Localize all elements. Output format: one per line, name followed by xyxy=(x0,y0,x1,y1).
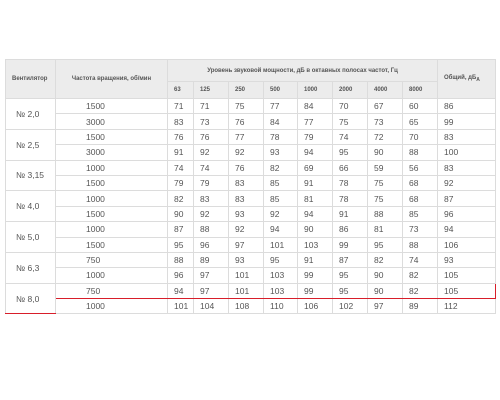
speed-cell: 1500 xyxy=(56,206,168,221)
band-value-cell: 87 xyxy=(333,252,368,267)
band-value-cell: 101 xyxy=(264,237,298,252)
band-value-cell: 101 xyxy=(229,283,264,298)
band-value-cell: 89 xyxy=(194,252,229,267)
band-value-cell: 83 xyxy=(194,191,229,206)
band-value-cell: 82 xyxy=(403,283,438,298)
band-value-cell: 71 xyxy=(194,99,229,114)
total-value-cell: 100 xyxy=(438,145,496,160)
table-row xyxy=(6,299,496,314)
header-band-250: 250 xyxy=(229,82,264,99)
header-total-sub: A xyxy=(476,77,480,84)
table-row xyxy=(6,99,496,114)
fan-size-cell: № 8,0 xyxy=(6,283,56,314)
speed-cell: 3000 xyxy=(56,145,168,160)
band-value-cell: 74 xyxy=(403,252,438,267)
band-value-cell: 75 xyxy=(368,175,403,190)
band-value-cell: 65 xyxy=(403,114,438,129)
band-value-cell: 71 xyxy=(168,99,194,114)
band-value-cell: 67 xyxy=(368,99,403,114)
total-value-cell: 105 xyxy=(438,283,496,298)
speed-cell: 1000 xyxy=(56,222,168,237)
band-value-cell: 60 xyxy=(403,99,438,114)
band-value-cell: 76 xyxy=(229,160,264,175)
header-band-2000: 2000 xyxy=(333,82,368,99)
band-value-cell: 83 xyxy=(168,114,194,129)
header-band-1000: 1000 xyxy=(298,82,333,99)
band-value-cell: 82 xyxy=(168,191,194,206)
band-value-cell: 82 xyxy=(264,160,298,175)
band-value-cell: 88 xyxy=(403,237,438,252)
table-row xyxy=(6,237,496,252)
header-band-125: 125 xyxy=(194,82,229,99)
fan-size-cell: № 5,0 xyxy=(6,222,56,253)
band-value-cell: 88 xyxy=(403,145,438,160)
band-value-cell: 103 xyxy=(298,237,333,252)
band-value-cell: 77 xyxy=(264,99,298,114)
band-value-cell: 84 xyxy=(264,114,298,129)
band-value-cell: 83 xyxy=(229,175,264,190)
total-value-cell: 99 xyxy=(438,114,496,129)
band-value-cell: 92 xyxy=(194,206,229,221)
band-value-cell: 74 xyxy=(168,160,194,175)
speed-cell: 1000 xyxy=(56,160,168,175)
band-value-cell: 97 xyxy=(368,299,403,314)
band-value-cell: 101 xyxy=(229,268,264,283)
band-value-cell: 84 xyxy=(298,99,333,114)
band-value-cell: 95 xyxy=(264,252,298,267)
band-value-cell: 101 xyxy=(168,299,194,314)
band-value-cell: 104 xyxy=(194,299,229,314)
header-band-8000: 8000 xyxy=(403,82,438,99)
band-value-cell: 85 xyxy=(264,175,298,190)
band-value-cell: 94 xyxy=(298,206,333,221)
speed-cell: 750 xyxy=(56,283,168,298)
band-value-cell: 94 xyxy=(264,222,298,237)
header-band-63: 63 xyxy=(168,82,194,99)
band-value-cell: 99 xyxy=(298,268,333,283)
speed-cell: 750 xyxy=(56,252,168,267)
header-band-4000: 4000 xyxy=(368,82,403,99)
band-value-cell: 86 xyxy=(333,222,368,237)
band-value-cell: 90 xyxy=(368,145,403,160)
band-value-cell: 73 xyxy=(403,222,438,237)
band-value-cell: 89 xyxy=(403,299,438,314)
band-value-cell: 103 xyxy=(264,283,298,298)
band-value-cell: 99 xyxy=(298,283,333,298)
band-value-cell: 95 xyxy=(168,237,194,252)
table-row xyxy=(6,114,496,129)
band-value-cell: 96 xyxy=(168,268,194,283)
band-value-cell: 69 xyxy=(298,160,333,175)
band-value-cell: 85 xyxy=(403,206,438,221)
band-value-cell: 76 xyxy=(168,129,194,144)
band-value-cell: 81 xyxy=(298,191,333,206)
band-value-cell: 79 xyxy=(168,175,194,190)
table-row xyxy=(6,175,496,190)
total-value-cell: 94 xyxy=(438,222,496,237)
fan-size-cell: № 4,0 xyxy=(6,191,56,222)
band-value-cell: 73 xyxy=(368,114,403,129)
band-value-cell: 74 xyxy=(194,160,229,175)
table-row xyxy=(6,129,496,144)
band-value-cell: 92 xyxy=(229,145,264,160)
fan-size-cell: № 2,0 xyxy=(6,99,56,130)
band-value-cell: 76 xyxy=(229,114,264,129)
band-value-cell: 79 xyxy=(194,175,229,190)
band-value-cell: 95 xyxy=(333,145,368,160)
band-value-cell: 75 xyxy=(333,114,368,129)
total-value-cell: 92 xyxy=(438,175,496,190)
speed-cell: 1500 xyxy=(56,99,168,114)
header-fan: Вентилятор xyxy=(6,60,56,99)
band-value-cell: 99 xyxy=(333,237,368,252)
band-value-cell: 77 xyxy=(298,114,333,129)
band-value-cell: 75 xyxy=(368,191,403,206)
total-value-cell: 83 xyxy=(438,129,496,144)
band-value-cell: 73 xyxy=(194,114,229,129)
table-row xyxy=(6,160,496,175)
total-value-cell: 93 xyxy=(438,252,496,267)
band-value-cell: 66 xyxy=(333,160,368,175)
speed-cell: 1500 xyxy=(56,175,168,190)
header-sound-power: Уровень звуковой мощности, дБ в октавных полосах частот, Гц xyxy=(168,60,438,82)
header-total xyxy=(438,60,496,99)
band-value-cell: 70 xyxy=(333,99,368,114)
band-value-cell: 92 xyxy=(194,145,229,160)
band-value-cell: 70 xyxy=(403,129,438,144)
speed-cell: 3000 xyxy=(56,114,168,129)
table-row xyxy=(6,222,496,237)
band-value-cell: 90 xyxy=(168,206,194,221)
header-speed: Частота вращения, об/мин xyxy=(56,60,168,99)
table-row xyxy=(6,145,496,160)
band-value-cell: 95 xyxy=(368,237,403,252)
band-value-cell: 92 xyxy=(264,206,298,221)
table-row xyxy=(6,206,496,221)
fan-size-cell: № 3,15 xyxy=(6,160,56,191)
band-value-cell: 56 xyxy=(403,160,438,175)
band-value-cell: 91 xyxy=(333,206,368,221)
band-value-cell: 95 xyxy=(333,268,368,283)
band-value-cell: 88 xyxy=(368,206,403,221)
total-value-cell: 96 xyxy=(438,206,496,221)
band-value-cell: 88 xyxy=(168,252,194,267)
band-value-cell: 82 xyxy=(403,268,438,283)
band-value-cell: 78 xyxy=(264,129,298,144)
band-value-cell: 91 xyxy=(298,252,333,267)
fan-size-cell: № 2,5 xyxy=(6,129,56,160)
band-value-cell: 90 xyxy=(298,222,333,237)
band-value-cell: 68 xyxy=(403,175,438,190)
fan-size-cell: № 6,3 xyxy=(6,252,56,283)
band-value-cell: 76 xyxy=(194,129,229,144)
band-value-cell: 75 xyxy=(229,99,264,114)
band-value-cell: 74 xyxy=(333,129,368,144)
band-value-cell: 83 xyxy=(229,191,264,206)
speed-cell: 1000 xyxy=(56,299,168,314)
band-value-cell: 72 xyxy=(368,129,403,144)
band-value-cell: 94 xyxy=(168,283,194,298)
speed-cell: 1500 xyxy=(56,129,168,144)
speed-cell: 1000 xyxy=(56,268,168,283)
total-value-cell: 112 xyxy=(438,299,496,314)
band-value-cell: 78 xyxy=(333,175,368,190)
table-row xyxy=(6,283,496,298)
band-value-cell: 94 xyxy=(298,145,333,160)
table-row xyxy=(6,268,496,283)
band-value-cell: 82 xyxy=(368,252,403,267)
header-band-500: 500 xyxy=(264,82,298,99)
band-value-cell: 91 xyxy=(298,175,333,190)
table-row xyxy=(6,191,496,206)
band-value-cell: 79 xyxy=(298,129,333,144)
band-value-cell: 93 xyxy=(229,206,264,221)
band-value-cell: 103 xyxy=(264,268,298,283)
speed-cell: 1500 xyxy=(56,237,168,252)
band-value-cell: 91 xyxy=(168,145,194,160)
band-value-cell: 93 xyxy=(264,145,298,160)
total-value-cell: 87 xyxy=(438,191,496,206)
speed-cell: 1000 xyxy=(56,191,168,206)
table-row xyxy=(6,252,496,267)
band-value-cell: 88 xyxy=(194,222,229,237)
band-value-cell: 97 xyxy=(194,283,229,298)
band-value-cell: 87 xyxy=(168,222,194,237)
band-value-cell: 68 xyxy=(403,191,438,206)
band-value-cell: 92 xyxy=(229,222,264,237)
band-value-cell: 85 xyxy=(264,191,298,206)
header-total-label: Общий, дБ xyxy=(444,74,477,81)
total-value-cell: 106 xyxy=(438,237,496,252)
total-value-cell: 86 xyxy=(438,99,496,114)
band-value-cell: 97 xyxy=(229,237,264,252)
total-value-cell: 105 xyxy=(438,268,496,283)
band-value-cell: 59 xyxy=(368,160,403,175)
band-value-cell: 81 xyxy=(368,222,403,237)
band-value-cell: 93 xyxy=(229,252,264,267)
band-value-cell: 77 xyxy=(229,129,264,144)
band-value-cell: 97 xyxy=(194,268,229,283)
band-value-cell: 95 xyxy=(333,283,368,298)
band-value-cell: 78 xyxy=(333,191,368,206)
sound-power-table xyxy=(5,59,496,314)
band-value-cell: 96 xyxy=(194,237,229,252)
band-value-cell: 106 xyxy=(298,299,333,314)
band-value-cell: 102 xyxy=(333,299,368,314)
total-value-cell: 83 xyxy=(438,160,496,175)
band-value-cell: 90 xyxy=(368,268,403,283)
band-value-cell: 90 xyxy=(368,283,403,298)
band-value-cell: 110 xyxy=(264,299,298,314)
band-value-cell: 108 xyxy=(229,299,264,314)
